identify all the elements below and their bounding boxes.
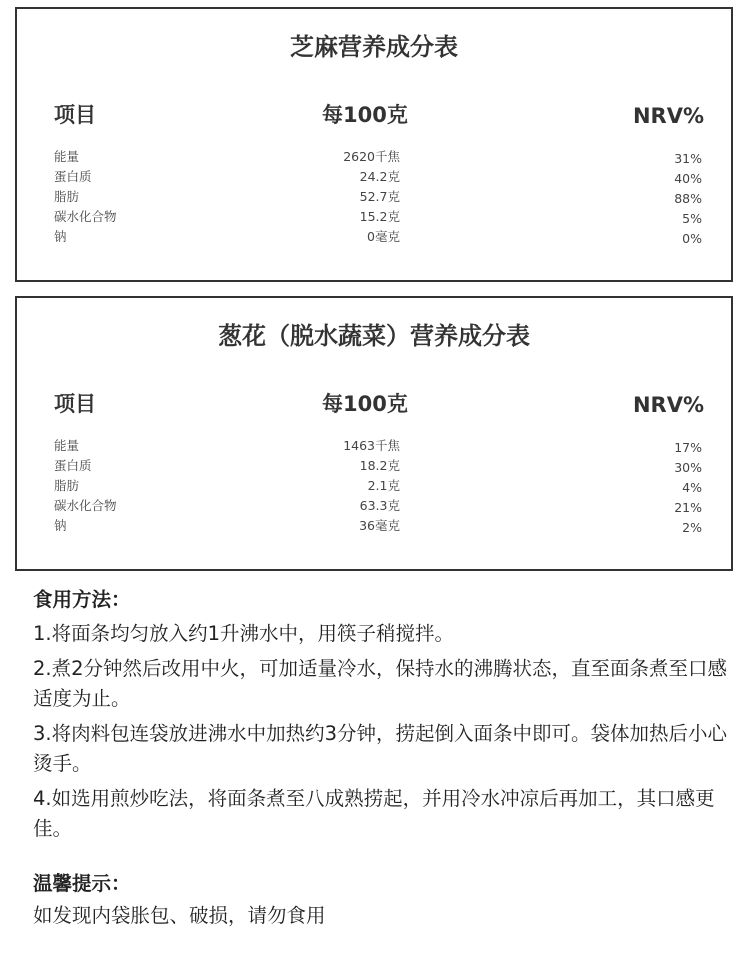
table-row [17, 436, 731, 456]
cooking-instructions [33, 585, 733, 849]
row-value: 63.3克 [359, 498, 400, 513]
row-nrv: 31% [674, 151, 702, 166]
tips-heading: 温馨提示： [33, 872, 131, 895]
row-value: 0毫克 [367, 229, 400, 244]
table-row [17, 496, 731, 516]
row-name: 能量 [54, 438, 80, 453]
row-value: 24.2克 [359, 169, 400, 184]
column-header-per100g: 每100克 [322, 103, 408, 127]
table-row [17, 167, 731, 187]
row-value: 36毫克 [359, 518, 400, 533]
nutrition-rows [17, 436, 731, 536]
table-row [17, 456, 731, 476]
row-name: 碳水化合物 [54, 498, 117, 513]
table-row [17, 147, 731, 167]
row-value: 18.2克 [359, 458, 400, 473]
row-name: 钠 [54, 229, 67, 244]
row-nrv: 5% [682, 211, 702, 226]
column-header-nrv: NRV% [632, 104, 704, 128]
nutrition-rows [17, 147, 731, 247]
row-name: 钠 [54, 518, 67, 533]
row-name: 脂肪 [54, 478, 80, 493]
row-name: 能量 [54, 149, 80, 164]
scallion-nutrition-table [15, 296, 733, 571]
table-row [17, 476, 731, 496]
warm-tips [33, 869, 733, 931]
column-header-nrv: NRV% [632, 393, 704, 417]
table-title: 芝麻营养成分表 [290, 33, 458, 61]
table-row [17, 207, 731, 227]
table-row [17, 187, 731, 207]
row-value: 2.1克 [367, 478, 400, 493]
row-value: 2620千焦 [343, 149, 400, 164]
row-value: 1463千焦 [343, 438, 400, 453]
column-header-item: 项目 [54, 392, 96, 416]
tips-text: 如发现内袋胀包、破损，请勿食用 [33, 904, 326, 927]
row-nrv: 4% [682, 480, 702, 495]
table-row [17, 516, 731, 536]
row-name: 蛋白质 [54, 458, 92, 473]
row-nrv: 0% [682, 231, 702, 246]
row-nrv: 2% [682, 520, 702, 535]
row-name: 蛋白质 [54, 169, 92, 184]
table-title: 葱花（脱水蔬菜）营养成分表 [218, 322, 530, 350]
instruction-step: 4.如选用煎炒吃法，将面条煮至八成熟捞起，并用冷水冲凉后再加工，其口感更佳。 [33, 787, 715, 840]
row-name: 碳水化合物 [54, 209, 117, 224]
row-name: 脂肪 [54, 189, 80, 204]
column-header-per100g: 每100克 [322, 392, 408, 416]
instructions-heading: 食用方法： [33, 588, 131, 611]
row-value: 52.7克 [359, 189, 400, 204]
row-nrv: 88% [674, 191, 702, 206]
column-header-item: 项目 [54, 103, 96, 127]
instruction-step: 1.将面条均匀放入约1升沸水中，用筷子稍搅拌。 [33, 622, 455, 645]
instruction-step: 2.煮2分钟然后改用中火，可加适量冷水，保持水的沸腾状态，直至面条煮至口感适度为止。 [33, 657, 728, 710]
sesame-nutrition-table [15, 7, 733, 282]
table-row [17, 227, 731, 247]
row-nrv: 17% [674, 440, 702, 455]
row-value: 15.2克 [359, 209, 400, 224]
row-nrv: 40% [674, 171, 702, 186]
instruction-step: 3.将肉料包连袋放进沸水中加热约3分钟，捞起倒入面条中即可。袋体加热后小心烫手。 [33, 722, 728, 775]
row-nrv: 30% [674, 460, 702, 475]
row-nrv: 21% [674, 500, 702, 515]
